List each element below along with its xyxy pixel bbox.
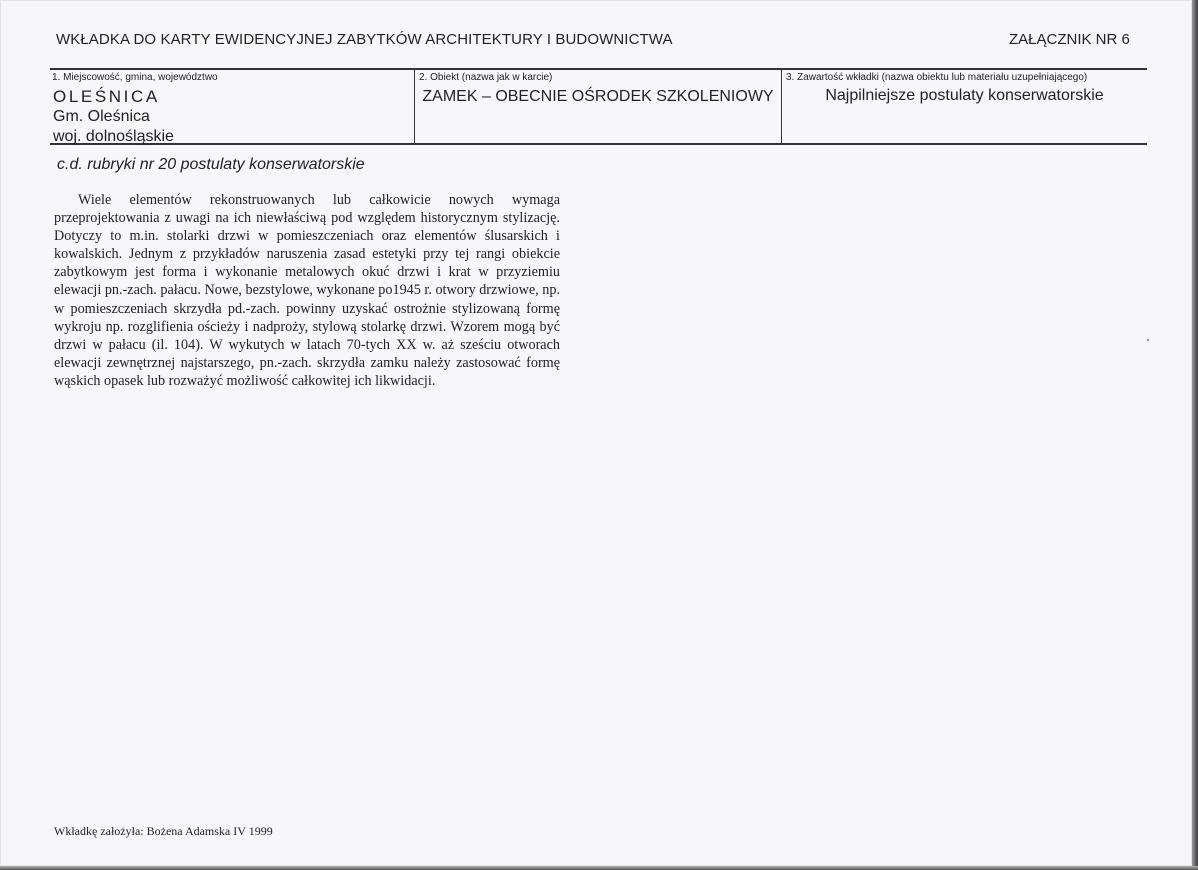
location-cell [50, 70, 414, 143]
body-paragraph: Wiele elementów rekonstruowanych lub całkowicie nowych wymaga przeprojektowania z uwagi na ich niewłaściwą pod względem historycznym stylizację. Dotyczy to m.in. stolarki drzwi w pomieszczeniach oraz elementów ślusarskich i kowalskich. Jednym z przykładów naruszenia zasad estetyki przy tej rangi obiekcie zabytkowym jest forma i wykonanie metalowych okuć drzwi i krat w przyziemiu elewacji pn.-zach. pałacu. Nowe, bezstylowe, wykonane po1945 r. otwory drzwiowe, np. w pomieszczeniach skrzydła pd.-zach. powinny uzyskać ostrożnie stylizowaną formę wykroju np. rozglifienia ościeży i nadproży, stylową stolarkę drzwi. Wzorem mogą być drzwi w pałacu (il. 104). W wykutych w latach 70-tych XX w. aż sześciu otworach elewacji zewnętrznej najstarszego, pn.-zach. skrzydła zamku należy zastosować formę wąskich opasek lub rozważyć możliwość całkowitej ich likwidacji. [54, 192, 560, 389]
annex-number: ZAŁĄCZNIK NR 6 [1009, 31, 1130, 48]
identification-table [50, 68, 1147, 145]
paper-speck [1147, 339, 1149, 341]
scan-edge-bottom [0, 866, 1198, 870]
commune-name: Gm. Oleśnica [53, 108, 150, 125]
voivodeship-name: woj. dolnośląskie [53, 128, 174, 145]
object-label: 2. Obiekt (nazwa jak w karcie) [419, 72, 553, 83]
contents-value: Najpilniejsze postulaty konserwatorskie [825, 87, 1104, 104]
town-name: OLEŚNICA [53, 87, 160, 106]
continuation-heading: c.d. rubryki nr 20 postulaty konserwatorskie [57, 156, 365, 173]
document-title: WKŁADKA DO KARTY EWIDENCYJNEJ ZABYTKÓW ARCHITEKTURY I BUDOWNICTWA [56, 31, 673, 48]
object-cell [414, 70, 781, 143]
contents-label: 3. Zawartość wkładki (nazwa obiektu lub materiału uzupełniającego) [786, 72, 1088, 83]
scan-edge-right [1192, 0, 1198, 870]
contents-cell [781, 70, 1147, 143]
location-label: 1. Miejscowość, gmina, województwo [52, 72, 218, 83]
object-name: ZAMEK – OBECNIE OŚRODEK SZKOLENIOWY [422, 88, 774, 105]
author-footer: Wkładkę założyła: Bożena Adamska IV 1999 [54, 824, 273, 838]
